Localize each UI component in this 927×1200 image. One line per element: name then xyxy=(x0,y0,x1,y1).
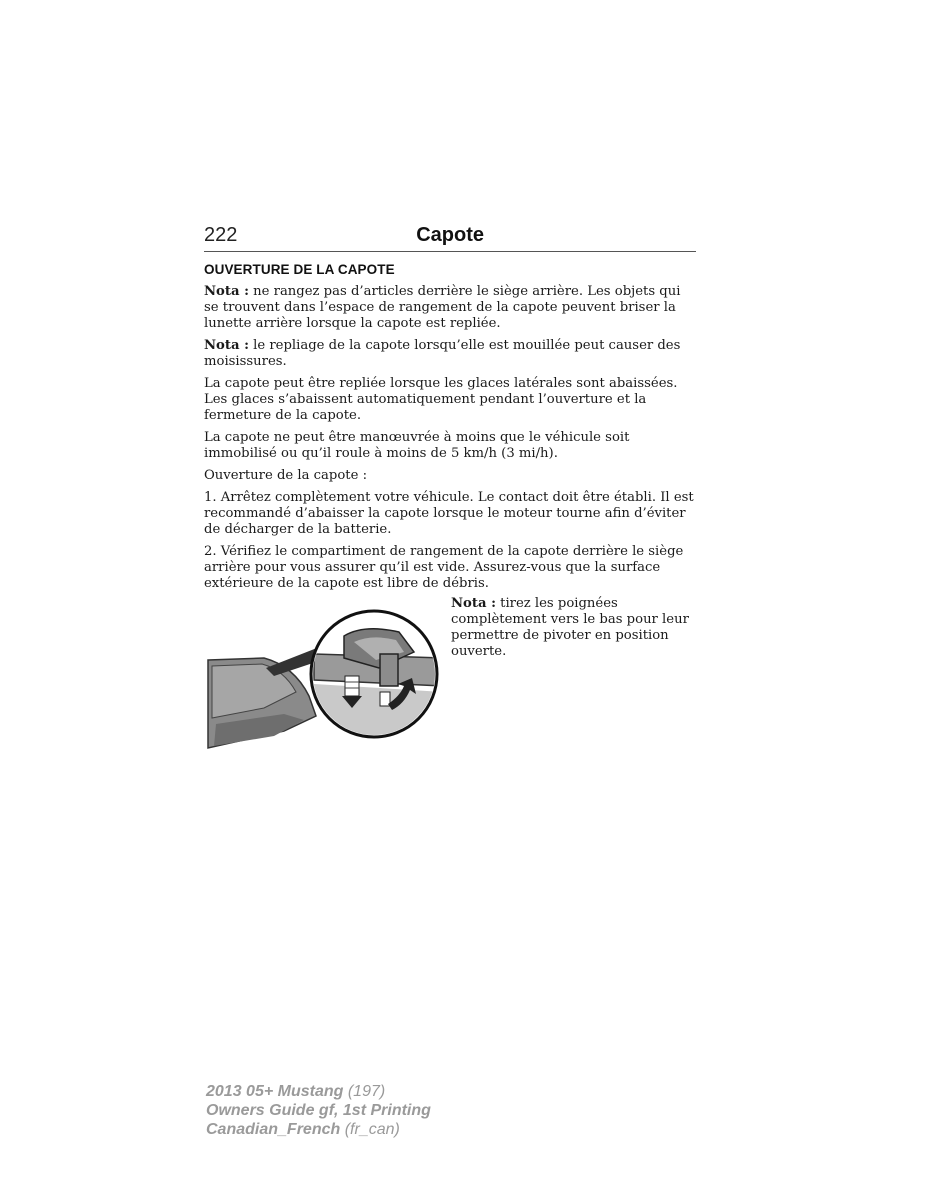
note-label: Nota : xyxy=(204,284,249,299)
page-header xyxy=(204,224,696,252)
note-text: le repliage de la capote lorsqu’elle est mouillée peut causer des moisissures. xyxy=(204,338,681,369)
header-divider xyxy=(204,251,696,252)
note-label: Nota : xyxy=(204,338,249,353)
side-note xyxy=(451,596,701,660)
footer-language: Canadian_French xyxy=(206,1121,341,1138)
body-text xyxy=(204,284,698,598)
note-text: ne rangez pas d’articles derrière le siège arrière. Les objets qui se trouvent dans l’espace de rangement de la capote peuvent briser la lunette arrière lorsque la capote est repliée. xyxy=(204,284,681,331)
footer-line xyxy=(206,1120,431,1139)
page-number: 222 xyxy=(204,224,238,246)
note-paragraph xyxy=(204,284,698,332)
footer-locale: (fr_can) xyxy=(340,1121,400,1138)
paragraph: La capote ne peut être manœuvrée à moins que le véhicule soit immobilisé ou qu’il roule à moins de 5 km/h (3 mi/h). xyxy=(204,430,630,461)
page-footer xyxy=(206,1082,431,1139)
page-title: Capote xyxy=(416,224,484,246)
footer-printing: Owners Guide gf, 1st Printing xyxy=(206,1102,431,1119)
footer-code: (197) xyxy=(343,1083,386,1100)
note-text: tirez les poignées complètement vers le bas pour leur permettre de pivoter en position ouverte. xyxy=(451,596,689,659)
convertible-top-latch-illustration xyxy=(204,596,444,756)
paragraph: Ouverture de la capote : xyxy=(204,468,368,483)
step-1: 1. Arrêtez complètement votre véhicule. Le contact doit être établi. Il est recommandé d’abaisser la capote lorsque le moteur tourne afin d’éviter de décharger de la batterie. xyxy=(204,490,694,537)
step-2: 2. Vérifiez le compartiment de rangement de la capote derrière le siège arrière pour vous assurer qu’il est vide. Assurez-vous que la surface extérieure de la capote est libre de débris. xyxy=(204,544,684,591)
section-heading: OUVERTURE DE LA CAPOTE xyxy=(204,262,395,277)
footer-model: 2013 05+ Mustang xyxy=(206,1083,344,1100)
footer-line xyxy=(206,1082,431,1101)
illustration-row xyxy=(204,596,698,756)
footer-line xyxy=(206,1101,431,1120)
note-label: Nota : xyxy=(451,596,496,611)
paragraph: La capote peut être repliée lorsque les glaces latérales sont abaissées. Les glaces s’abaissent automatiquement pendant l’ouverture et la fermeture de la capote. xyxy=(204,376,678,423)
note-paragraph xyxy=(204,338,698,370)
